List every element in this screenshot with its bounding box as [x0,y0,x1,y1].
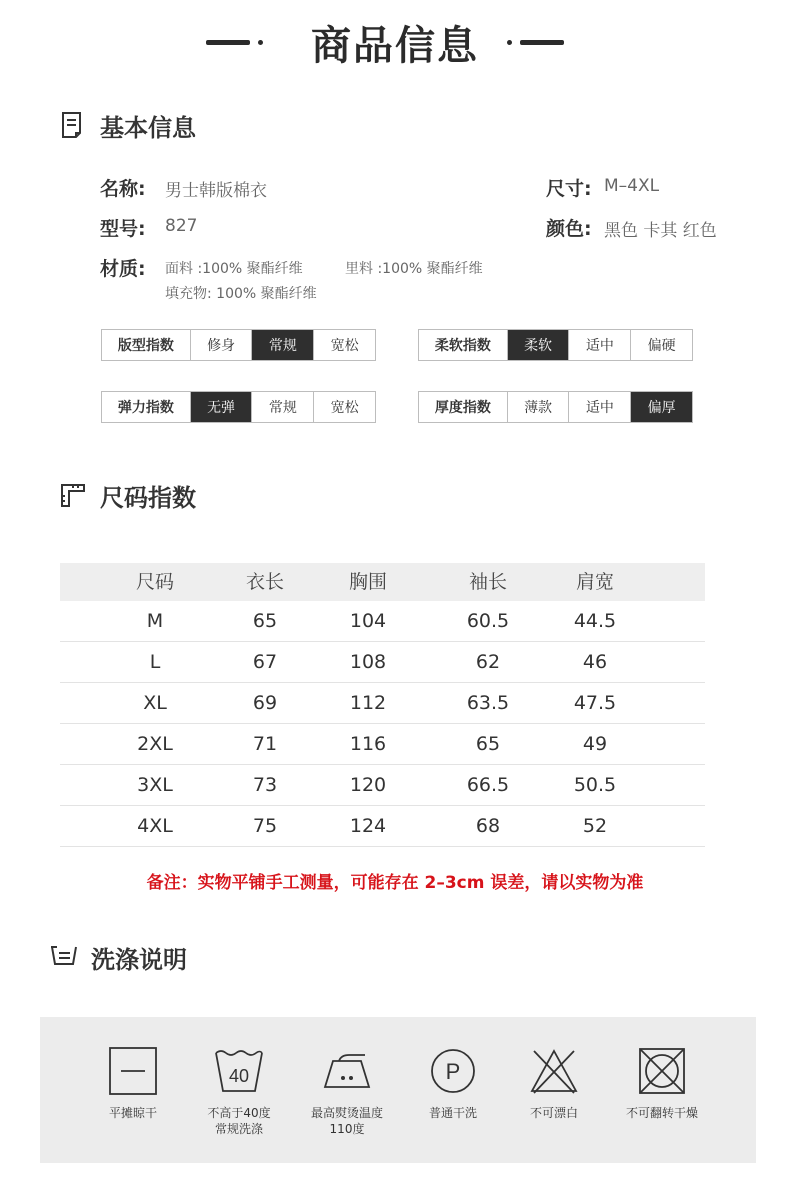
table-cell: 120 [349,774,387,796]
svg-text:40: 40 [228,1066,250,1086]
model-label: 型号: [100,218,146,240]
document-icon [60,111,86,143]
table-cell: 60.5 [466,610,510,632]
softness-index-label: 柔软指数 [434,338,491,354]
table-cell: 3XL [137,774,173,796]
table-row [60,683,705,724]
table-cell: L [149,651,161,673]
wash-item [292,1045,402,1137]
wash-item [499,1045,609,1121]
stretch-index [101,391,376,423]
wash-label: 最高熨烫温度 110度 [310,1106,383,1136]
table-cell: 108 [349,651,387,673]
thickness-index-option: 薄款 [507,392,569,422]
wash-item [607,1045,717,1121]
softness-index [418,329,693,361]
stretch-index-option: 宽松 [313,392,375,422]
basic-info-title: 基本信息 [100,114,196,142]
table-cell: 65 [475,733,501,755]
table-cell: 66.5 [466,774,510,796]
fit-index-option: 宽松 [313,330,375,360]
table-cell: 49 [582,733,608,755]
wash-item [184,1045,294,1137]
softness-index-option: 适中 [568,330,630,360]
material-outer-value: 面料 :100% 聚酯纤维 [165,261,303,277]
header-deco-right-bar [520,40,564,45]
wash-label: 不可翻转干燥 [625,1106,698,1120]
thickness-index [418,391,693,423]
stretch-index-option: 无弹 [190,392,252,422]
iron-110-icon [292,1045,402,1097]
color-label: 颜色: [546,218,592,240]
ruler-icon [60,482,86,512]
table-cell: 68 [475,815,501,837]
table-row [60,601,705,642]
table-header-cell: 尺码 [135,571,175,593]
header-deco-right-dot [507,40,512,45]
size-value: M–4XL [604,176,660,196]
table-cell: 4XL [137,815,173,837]
wash-item [78,1045,188,1121]
wash-icon [50,944,78,972]
table-cell: 46 [582,651,608,673]
table-header-cell: 胸围 [348,571,388,593]
table-cell: 73 [252,774,278,796]
table-header-cell: 肩宽 [575,571,615,593]
table-cell: 63.5 [466,692,510,714]
svg-text:P: P [445,1059,461,1084]
dry-clean-p-icon [398,1045,508,1097]
name-value: 男士韩版棉衣 [165,181,267,201]
wash-40-icon [184,1045,294,1097]
stretch-index-option: 常规 [251,392,313,422]
wash-item [398,1045,508,1121]
fit-index-option: 常规 [251,330,313,360]
table-header-cell: 袖长 [468,571,508,593]
table-cell: 47.5 [573,692,617,714]
no-bleach-icon [499,1045,609,1097]
table-cell: 75 [252,815,278,837]
measurement-note: 备注：实物平铺手工测量，可能存在 2–3cm 误差，请以实物为准 [146,873,644,893]
wash-label: 平摊晾干 [108,1106,157,1120]
size-label: 尺寸: [546,178,592,200]
color-value: 黑色 卡其 红色 [604,221,717,241]
material-filling-value: 填充物: 100% 聚酯纤维 [165,286,317,302]
table-cell: 62 [475,651,501,673]
wash-label: 普通干洗 [428,1106,477,1120]
softness-index-option: 柔软 [507,330,569,360]
fit-index [101,329,376,361]
no-tumble-dry-icon [607,1045,717,1097]
table-cell: 104 [349,610,387,632]
material-lining-value: 里料 :100% 聚酯纤维 [345,261,483,277]
softness-index-option: 偏硬 [630,330,692,360]
table-cell: M [146,610,164,632]
table-cell: XL [143,692,167,714]
flat-dry-icon [78,1045,188,1097]
wash-title: 洗涤说明 [91,946,187,974]
table-cell: 116 [349,733,387,755]
table-header-row [60,563,705,601]
table-row [60,806,705,847]
material-label: 材质: [100,258,146,280]
table-cell: 65 [252,610,278,632]
table-row [60,642,705,683]
wash-panel [40,1017,756,1163]
name-label: 名称: [100,178,146,200]
fit-index-label: 版型指数 [117,338,174,354]
fit-index-option: 修身 [190,330,252,360]
table-cell: 44.5 [573,610,617,632]
table-cell: 71 [252,733,278,755]
wash-label: 不高于40度 常规洗涤 [207,1106,271,1136]
thickness-index-option: 偏厚 [630,392,692,422]
thickness-index-label: 厚度指数 [434,400,491,416]
table-cell: 50.5 [573,774,617,796]
table-header-cell: 衣长 [245,571,285,593]
table-row [60,765,705,806]
stretch-index-label: 弹力指数 [117,400,174,416]
size-table [60,563,705,847]
table-cell: 124 [349,815,387,837]
wash-label: 不可漂白 [529,1106,578,1120]
page-title: 商品信息 [311,23,479,69]
table-cell: 112 [349,692,387,714]
size-index-title: 尺码指数 [100,484,196,512]
table-cell: 67 [252,651,278,673]
thickness-index-option: 适中 [568,392,630,422]
model-value: 827 [165,216,198,236]
table-cell: 69 [252,692,278,714]
table-cell: 52 [582,815,608,837]
table-cell: 2XL [137,733,173,755]
table-row [60,724,705,765]
